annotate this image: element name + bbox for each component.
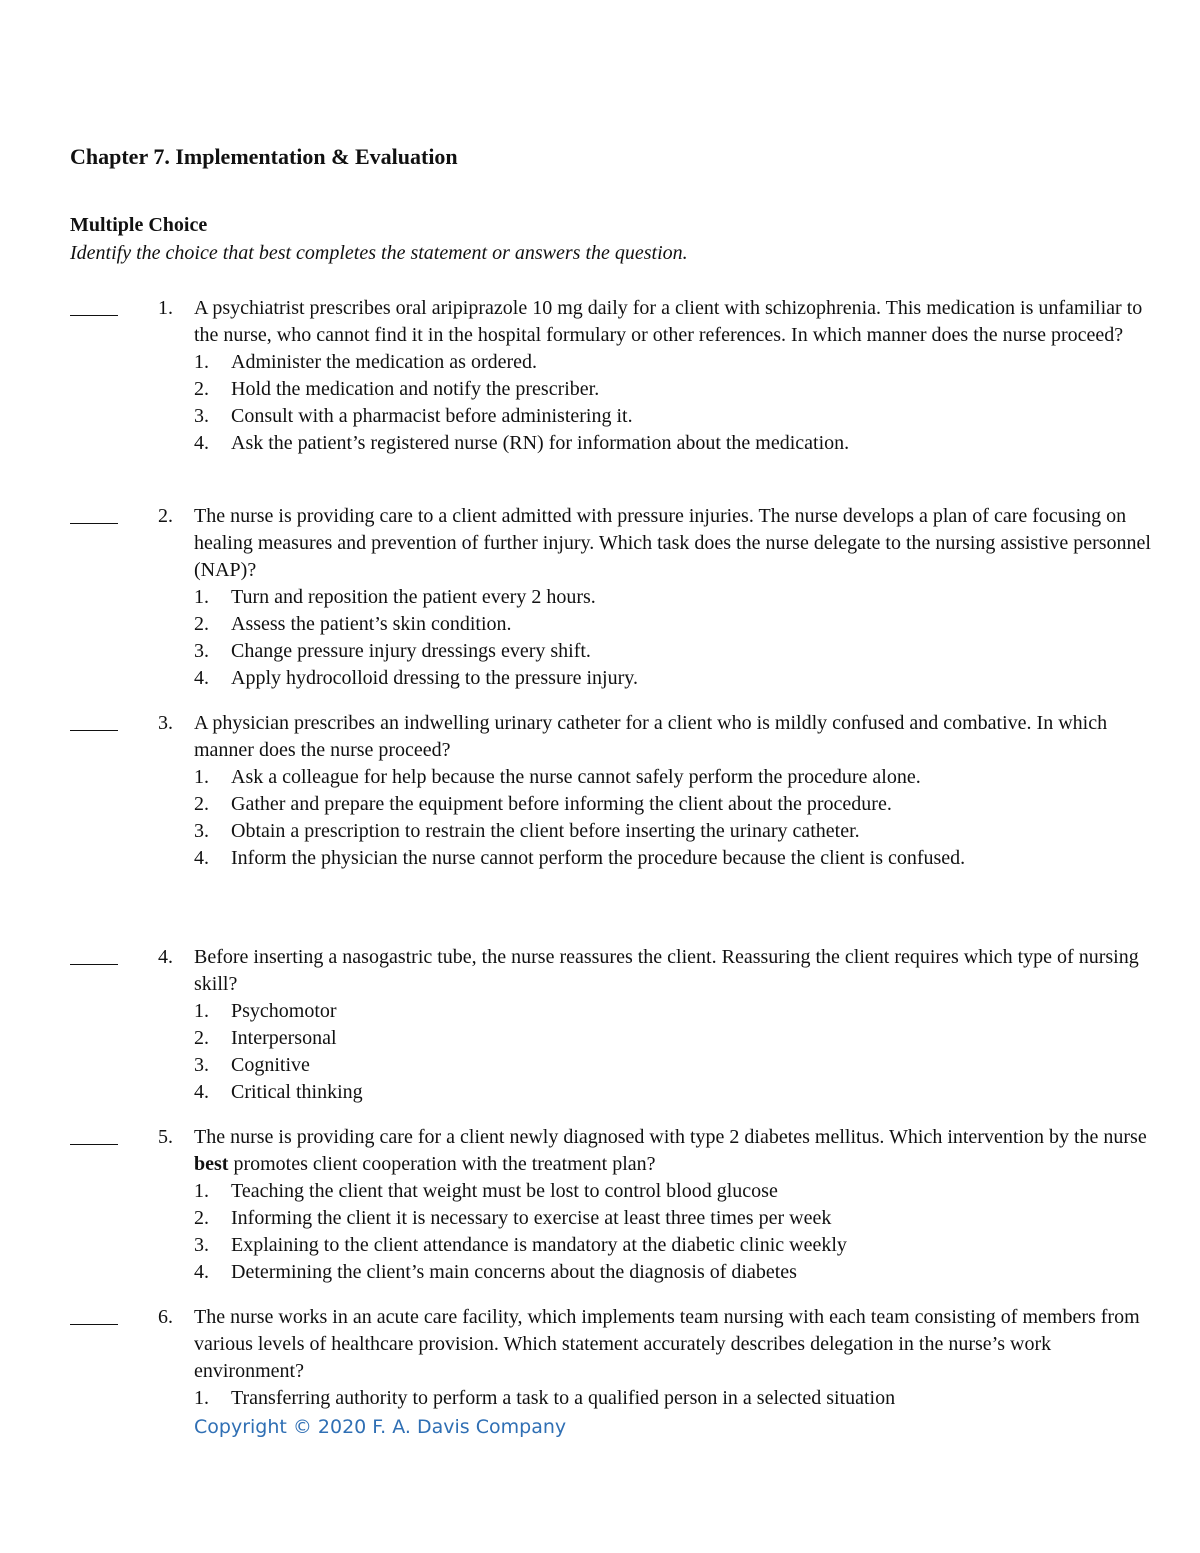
question-number: 2. xyxy=(158,505,173,527)
option-list xyxy=(194,349,1154,457)
question-body xyxy=(194,503,1154,692)
question-number: 3. xyxy=(158,712,173,734)
option-item xyxy=(194,1232,1154,1259)
option-item xyxy=(194,1079,1154,1106)
option-item xyxy=(194,430,1154,457)
option-text: Assess the patient’s skin condition. xyxy=(231,613,512,635)
question-stem: A psychiatrist prescribes oral aripiprazole 10 mg daily for a client with schizophrenia. This medication is unfamiliar to the nurse, who cannot find it in the hospital formulary or other references. In which manner does the nurse proceed? xyxy=(194,297,1143,346)
option-number: 3. xyxy=(194,1234,209,1256)
option-text: Informing the client it is necessary to exercise at least three times per week xyxy=(231,1207,832,1229)
question-number: 1. xyxy=(158,297,173,319)
answer-blank[interactable] xyxy=(70,944,118,965)
option-number: 4. xyxy=(194,847,209,869)
option-number: 3. xyxy=(194,1054,209,1076)
answer-blank[interactable] xyxy=(70,295,118,316)
option-item xyxy=(194,818,1154,845)
question-body xyxy=(194,1124,1154,1286)
question-stem: Before inserting a nasogastric tube, the nurse reassures the client. Reassuring the client requires which type of nursing skill? xyxy=(194,946,1139,995)
answer-blank[interactable] xyxy=(70,1304,118,1325)
chapter-title: Chapter 7. Implementation & Evaluation xyxy=(70,144,458,169)
option-item xyxy=(194,845,1154,872)
option-text: Explaining to the client attendance is mandatory at the diabetic clinic weekly xyxy=(231,1234,847,1256)
option-number: 1. xyxy=(194,586,209,608)
option-item xyxy=(194,611,1154,638)
option-text: Change pressure injury dressings every shift. xyxy=(231,640,591,662)
option-number: 3. xyxy=(194,820,209,842)
option-text: Consult with a pharmacist before administering it. xyxy=(231,405,633,427)
option-number: 2. xyxy=(194,613,209,635)
option-item xyxy=(194,665,1154,692)
option-item xyxy=(194,349,1154,376)
option-text: Determining the client’s main concerns about the diagnosis of diabetes xyxy=(231,1261,797,1283)
option-item xyxy=(194,584,1154,611)
option-text: Critical thinking xyxy=(231,1081,363,1103)
option-item xyxy=(194,1385,1154,1412)
option-item xyxy=(194,998,1154,1025)
option-text: Cognitive xyxy=(231,1054,310,1076)
option-item xyxy=(194,1205,1154,1232)
option-number: 4. xyxy=(194,1261,209,1283)
option-item xyxy=(194,1025,1154,1052)
option-text: Administer the medication as ordered. xyxy=(231,351,538,373)
option-number: 1. xyxy=(194,1180,209,1202)
option-number: 4. xyxy=(194,667,209,689)
option-number: 2. xyxy=(194,1207,209,1229)
option-item xyxy=(194,1178,1154,1205)
option-text: Apply hydrocolloid dressing to the pressure injury. xyxy=(231,667,638,689)
section-title: Multiple Choice xyxy=(70,214,208,236)
question-stem-text: The nurse is providing care for a client newly diagnosed with type 2 diabetes mellitus. Which intervention by the nurse xyxy=(194,1126,1147,1148)
option-text: Gather and prepare the equipment before informing the client about the procedure. xyxy=(231,793,892,815)
option-text: Teaching the client that weight must be lost to control blood glucose xyxy=(231,1180,778,1202)
option-text: Ask the patient’s registered nurse (RN) for information about the medication. xyxy=(231,432,850,454)
option-text: Transferring authority to perform a task to a qualified person in a selected situation xyxy=(231,1387,896,1409)
option-text: Ask a colleague for help because the nurse cannot safely perform the procedure alone. xyxy=(231,766,921,788)
option-list xyxy=(194,584,1154,692)
copyright-footer: Copyright © 2020 F. A. Davis Company xyxy=(194,1416,567,1438)
question-stem: The nurse works in an acute care facility, which implements team nursing with each team consisting of members from various levels of healthcare provision. Which statement accurately describes delegation in the nurse’s work environment? xyxy=(194,1306,1140,1382)
option-number: 3. xyxy=(194,640,209,662)
question-number: 6. xyxy=(158,1306,173,1328)
option-number: 1. xyxy=(194,1000,209,1022)
option-number: 3. xyxy=(194,405,209,427)
question-body xyxy=(194,710,1154,872)
option-list xyxy=(194,998,1154,1106)
question-body xyxy=(194,944,1154,1106)
option-item xyxy=(194,403,1154,430)
option-list xyxy=(194,764,1154,872)
option-number: 4. xyxy=(194,432,209,454)
option-number: 2. xyxy=(194,378,209,400)
question-stem: The nurse is providing care to a client admitted with pressure injuries. The nurse develops a plan of care focusing on healing measures and prevention of further injury. Which task does the nurse delegate to the nursing assistive personnel (NAP)? xyxy=(194,505,1151,581)
option-list xyxy=(194,1385,1154,1412)
option-item xyxy=(194,1052,1154,1079)
option-item xyxy=(194,638,1154,665)
question-number: 5. xyxy=(158,1126,173,1148)
question-stem: A physician prescribes an indwelling urinary catheter for a client who is mildly confused and combative. In which manner does the nurse proceed? xyxy=(194,712,1108,761)
option-text: Psychomotor xyxy=(231,1000,337,1022)
answer-blank[interactable] xyxy=(70,1124,118,1145)
question-body xyxy=(194,1304,1154,1412)
option-text: Interpersonal xyxy=(231,1027,337,1049)
option-number: 1. xyxy=(194,1387,209,1409)
option-number: 2. xyxy=(194,793,209,815)
option-item xyxy=(194,791,1154,818)
question-body xyxy=(194,295,1154,457)
option-item xyxy=(194,764,1154,791)
option-text: Turn and reposition the patient every 2 hours. xyxy=(231,586,596,608)
question-number: 4. xyxy=(158,946,173,968)
question-stem-text: promotes client cooperation with the treatment plan? xyxy=(228,1153,656,1175)
option-list xyxy=(194,1178,1154,1286)
answer-blank[interactable] xyxy=(70,503,118,524)
option-number: 2. xyxy=(194,1027,209,1049)
option-text: Hold the medication and notify the prescriber. xyxy=(231,378,600,400)
option-item xyxy=(194,376,1154,403)
option-number: 1. xyxy=(194,351,209,373)
option-text: Obtain a prescription to restrain the client before inserting the urinary catheter. xyxy=(231,820,860,842)
option-number: 1. xyxy=(194,766,209,788)
option-item xyxy=(194,1259,1154,1286)
question-stem-emphasis: best xyxy=(194,1153,229,1175)
instructions: Identify the choice that best completes the statement or answers the question. xyxy=(70,242,688,264)
answer-blank[interactable] xyxy=(70,710,118,731)
option-number: 4. xyxy=(194,1081,209,1103)
question-stem xyxy=(194,1124,1154,1178)
option-text: Inform the physician the nurse cannot perform the procedure because the client is confused. xyxy=(231,847,966,869)
